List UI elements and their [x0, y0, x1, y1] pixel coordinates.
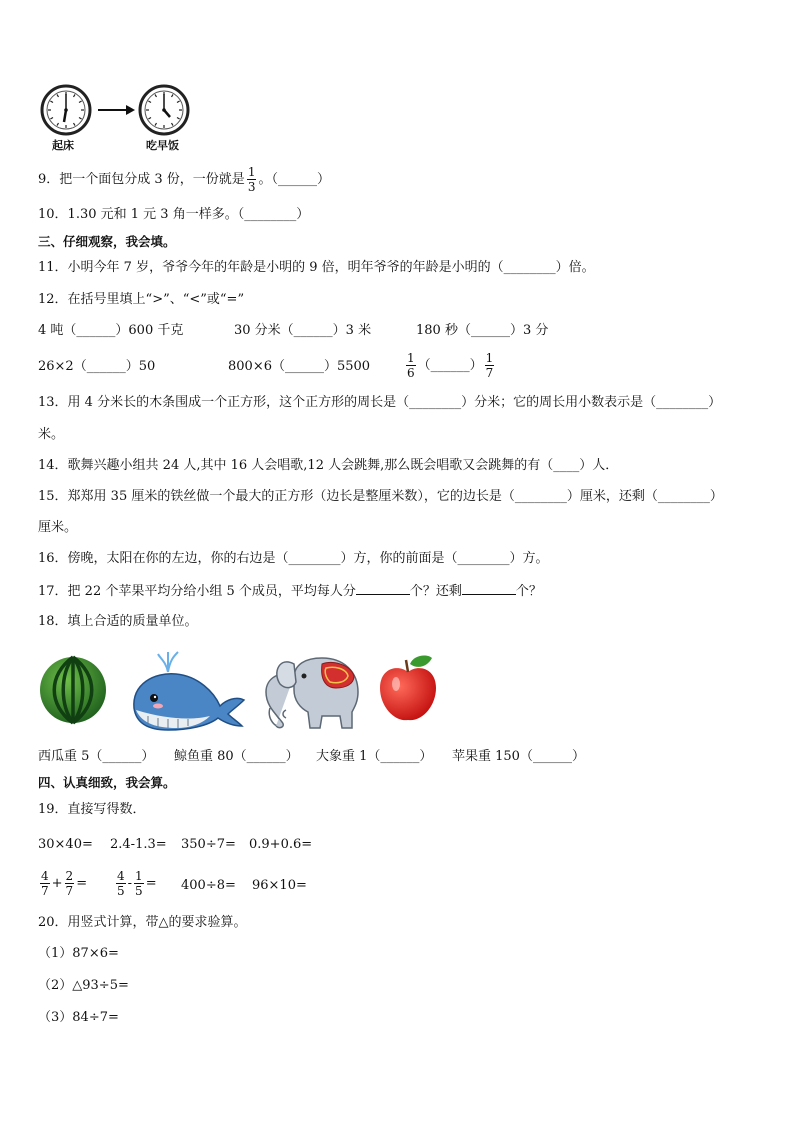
q12-item-3: 180 秒（______）3 分	[416, 323, 549, 338]
clock-getting-up	[40, 84, 92, 140]
question-18: 18．填上合适的质量单位。	[38, 614, 198, 629]
q19-calc-2: 2.4-1.3=	[110, 837, 167, 852]
section-4-title: 四、认真细致，我会算。	[38, 775, 176, 790]
q20-item-2: （2）△93÷5=	[38, 978, 129, 993]
clock-label-getting-up: 起床	[52, 139, 74, 152]
q19-calc-5: $\frac{4}{7}$ + $\frac{2}{7}$ =	[41, 869, 88, 898]
question-15-line2: 厘米。	[38, 520, 78, 535]
fraction: $\frac{1}{5}$	[135, 869, 143, 898]
section-3-title: 三、仔细观察，我会填。	[38, 234, 176, 249]
fraction: $\frac{4}{5}$	[117, 869, 125, 898]
q19-calc-1: 30×40=	[38, 837, 93, 852]
question-13-line1: 13．用 4 分米长的木条围成一个正方形，这个正方形的周长是（________）分米；它的周长用小数表示是（________）	[38, 395, 722, 410]
apple-image	[378, 654, 438, 728]
question-20: 20．用竖式计算，带△的要求验算。	[38, 915, 247, 930]
fraction: $\frac{1}{6}$	[407, 351, 415, 380]
answer-blank[interactable]	[356, 582, 410, 595]
question-19: 19．直接写得数．	[38, 802, 146, 817]
q18-item-apple: 苹果重 150（______）	[452, 749, 585, 764]
question-9: 9．把一个面包分成 3 份，一份就是 $\frac{1}{3}$ 。（______）	[38, 165, 330, 194]
question-12: 12．在括号里填上“>”、“<”或“=”	[38, 292, 245, 307]
q12-item-4: 26×2（______）50	[38, 359, 156, 374]
q12-item-5: 800×6（______）5500	[228, 359, 371, 374]
fraction: $\frac{1}{3}$	[247, 165, 256, 194]
question-16: 16．傍晚，太阳在你的左边，你的右边是（________）方，你的前面是（________）方。	[38, 551, 549, 566]
q20-item-3: （3）84÷7=	[38, 1010, 119, 1025]
watermelon-image	[38, 655, 108, 729]
fraction: $\frac{1}{7}$	[485, 351, 494, 380]
q19-calc-8: 96×10=	[252, 878, 307, 893]
q19-calc-4: 0.9+0.6=	[249, 837, 313, 852]
q19-calc-6: $\frac{4}{5}$ - $\frac{1}{5}$ =	[117, 869, 157, 898]
q12-item-2: 30 分米（______）3 米	[234, 323, 372, 338]
question-13-line2: 米。	[38, 427, 65, 442]
q18-item-whale: 鲸鱼重 80（______）	[174, 749, 299, 764]
question-14: 14．歌舞兴趣小组共 24 人,其中 16 人会唱歌,12 人会跳舞,那么既会唱歌又会跳舞的有（____）人．	[38, 458, 619, 473]
q18-item-watermelon: 西瓜重 5（______）	[38, 749, 155, 764]
fraction: $\frac{4}{7}$	[41, 869, 49, 898]
q12-item-1: 4 吨（______）600 千克	[38, 323, 184, 338]
answer-blank[interactable]	[462, 582, 516, 595]
clock-label-breakfast: 吃早饭	[146, 139, 179, 152]
question-17: 17．把 22 个苹果平均分给小组 5 个成员，平均每人分 个？还剩 个？	[38, 584, 542, 599]
q19-calc-7: 400÷8=	[181, 878, 236, 893]
elephant-image	[260, 650, 364, 736]
fraction: $\frac{2}{7}$	[65, 869, 74, 898]
q12-item-6: $\frac{1}{6}$ （______） $\frac{1}{7}$	[407, 351, 494, 380]
q19-calc-3: 350÷7=	[181, 837, 236, 852]
arrow-icon	[98, 102, 136, 121]
q18-item-elephant: 大象重 1（______）	[316, 749, 433, 764]
whale-image	[128, 650, 246, 736]
question-11: 11．小明今年 7 岁，爷爷今年的年龄是小明的 9 倍，明年爷爷的年龄是小明的（________）倍。	[38, 260, 595, 275]
clock-breakfast	[138, 84, 190, 140]
q20-item-1: （1）87×6=	[38, 946, 119, 961]
question-10: 10．1.30 元和 1 元 3 角一样多。（________）	[38, 207, 310, 222]
question-15-line1: 15．郑郑用 35 厘米的铁丝做一个最大的正方形（边长是整厘米数），它的边长是（________）厘米，还剩（________）	[38, 489, 723, 504]
